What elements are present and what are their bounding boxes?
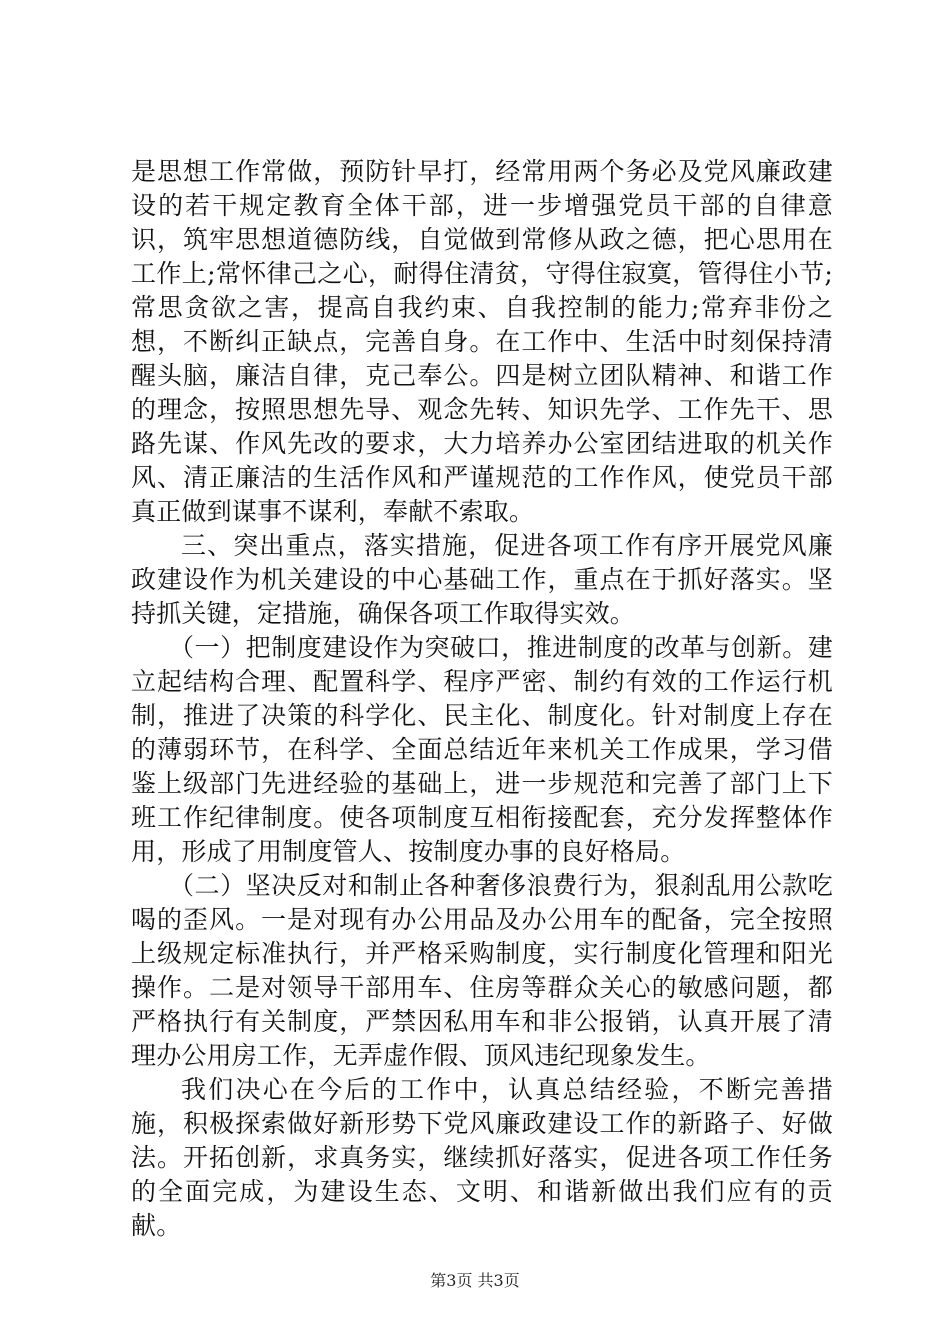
paragraph-continuation: 是思想工作常做，预防针早打，经常用两个务必及党风廉政建设的若干规定教育全体干部，进一步增强党员干部的自律意识，筑牢思想道德防线，自觉做到常修从政之德，把心思用在工作上;常怀律己之心，耐得住清贫，守得住寂寞，管得住小节;常思贪欲之害，提高自我约束、自我控制的能力;常弃非份之想，不断纠正缺点，完善自身。在工作中、生活中时刻保持清醒头脑，廉洁自律，克己奉公。四是树立团队精神、和谐工作的理念，按照思想先导、观念先转、知识先学、工作先干、思路先谋、作风先改的要求，大力培养办公室团结进取的机关作风、清正廉洁的生活作风和严谨规范的工作作风，使党员干部真正做到谋事不谋利，奉献不索取。 <box>131 157 833 526</box>
paragraph-item-two: （二）坚决反对和制止各种奢侈浪费行为，狠刹乱用公款吃喝的歪风。一是对现有办公用品及办公用车的配备，完全按照上级规定标准执行，并严格采购制度，实行制度化管理和阳光操作。二是对领导干部用车、住房等群众关心的敏感问题，都严格执行有关制度，严禁因私用车和非公报销，认真开展了清理办公用房工作，无弄虚作假、顶风违纪现象发生。 <box>131 871 833 1070</box>
page-footer: 第3页 共3页 <box>430 1271 520 1290</box>
paragraph-conclusion: 我们决心在今后的工作中，认真总结经验，不断完善措施，积极探索做好新形势下党风廉政建设工作的新路子、好做法。开拓创新，求真务实，继续抓好落实，促进各项工作任务的全面完成，为建设生态、文明、和谐新做出我们应有的贡献。 <box>131 1075 833 1240</box>
paragraph-section-three: 三、突出重点，落实措施，促进各项工作有序开展党风廉政建设作为机关建设的中心基础工作，重点在于抓好落实。坚持抓关键，定措施，确保各项工作取得实效。 <box>131 531 833 628</box>
paragraph-item-one: （一）把制度建设作为突破口，推进制度的改革与创新。建立起结构合理、配置科学、程序严密、制约有效的工作运行机制，推进了决策的科学化、民主化、制度化。针对制度上存在的薄弱环节，在科学、全面总结近年来机关工作成果，学习借鉴上级部门先进经验的基础上，进一步规范和完善了部门上下班工作纪律制度。使各项制度互相衔接配套，充分发挥整体作用，形成了用制度管人、按制度办事的良好格局。 <box>131 633 833 866</box>
document-body <box>131 155 833 1243</box>
